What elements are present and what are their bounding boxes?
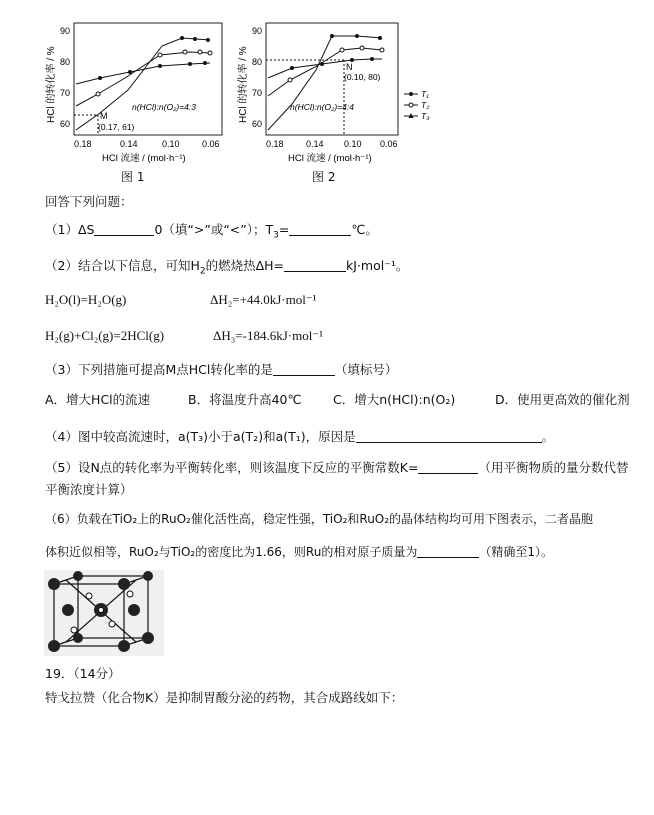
question-5	[45, 458, 629, 476]
atom-large	[142, 632, 154, 644]
eq2-right: ΔH₃=-184.6kJ·mol⁻¹	[213, 328, 324, 343]
question-19-heading: 19．（14分）	[45, 666, 121, 681]
q3-part-b: （填标号）	[334, 362, 398, 377]
fig1-ytick: 70	[60, 88, 71, 98]
equation-2	[45, 328, 324, 344]
atom-large	[73, 633, 83, 643]
fig1-xtick: 0.14	[120, 139, 138, 149]
atom-large	[118, 640, 130, 652]
answer-blank	[356, 430, 542, 443]
fig1-xtick: 0.06	[202, 139, 220, 149]
question-4	[45, 427, 554, 445]
atom-small	[109, 621, 115, 627]
fig2-xtick: 0.10	[344, 139, 362, 149]
fig2-point-label: N	[346, 62, 353, 72]
fig2-xtick: 0.06	[380, 139, 398, 149]
fig1-caption: 图 1	[121, 170, 145, 184]
option-a: A．增大HCl的流速	[45, 392, 151, 407]
fig2-ytick: 90	[252, 26, 263, 36]
question-1	[45, 220, 378, 241]
atom-large	[118, 578, 130, 590]
q1-part-b: 0（填“>”或“<”）；T	[154, 222, 274, 237]
fig2-ytick: 70	[252, 88, 263, 98]
fig1-point-coord: (0.17, 61)	[98, 122, 135, 132]
atom-small	[86, 593, 92, 599]
fig2-xlabel: HCl 流速 / (mol·h⁻¹)	[288, 153, 372, 164]
question-5-cont: 平衡浓度计算）	[45, 482, 133, 497]
figure-2-chart	[232, 18, 447, 168]
atom-large	[143, 571, 153, 581]
atom-small	[71, 627, 77, 633]
q1-part-a: （1）ΔS	[45, 222, 95, 237]
q2-part-a: （2）结合以下信息，可知H	[45, 258, 200, 273]
figure-1-chart	[40, 18, 230, 168]
fig1-ytick: 60	[60, 119, 71, 129]
fig1-xtick: 0.18	[74, 139, 92, 149]
option-c: C．增大n(HCl):n(O₂)	[333, 392, 456, 407]
fig1-xtick: 0.10	[162, 139, 180, 149]
q4-part-a: （4）图中较高流速时，a(T₃)小于a(T₂)和a(T₁)，原因是	[45, 429, 356, 444]
crystal-structure-figure	[44, 570, 164, 656]
fig1-ratio: n(HCl):n(O₂)=4:3	[132, 102, 196, 112]
fig2-ratio: n(HCl):n(O₂)=4:4	[290, 102, 354, 112]
fig1-ytick: 90	[60, 26, 71, 36]
option-b: B．将温度升高40℃	[188, 392, 302, 407]
fig2-point-coord: (0.10, 80)	[344, 72, 381, 82]
legend-t2: T₂	[421, 100, 430, 110]
answer-blank	[284, 259, 346, 272]
answer-blank	[418, 461, 478, 474]
fig2-xtick: 0.18	[266, 139, 284, 149]
fig2-legend	[404, 89, 430, 121]
eq1-left: H₂O(l)=H₂O(g)	[45, 292, 127, 307]
fig2-ylabel: HCl 的转化率 / %	[238, 46, 249, 123]
q1-sub: 3	[273, 230, 279, 241]
q5-part-a: （5）设N点的转化率为平衡转化率，则该温度下反应的平衡常数K=	[45, 460, 419, 475]
question-3-options	[45, 390, 630, 408]
equation-1	[45, 292, 317, 308]
fig2-caption: 图 2	[312, 170, 336, 184]
answer-blank	[273, 363, 335, 376]
q1-part-c: =	[278, 222, 290, 237]
intro-text: 回答下列问题：	[45, 194, 133, 209]
q1-part-d: ℃。	[351, 222, 378, 237]
fig1-xlabel: HCl 流速 / (mol·h⁻¹)	[102, 153, 186, 164]
q3-part-a: （3）下列措施可提高M点HCl转化率的是	[45, 362, 273, 377]
atom-large	[62, 604, 74, 616]
fig1-ylabel: HCl 的转化率 / %	[46, 46, 57, 123]
answer-blank	[289, 223, 351, 236]
question-6-cont	[45, 543, 553, 560]
atom-small	[99, 608, 104, 613]
eq1-right: ΔH₂=+44.0kJ·mol⁻¹	[210, 292, 317, 307]
atom-large	[48, 578, 60, 590]
option-d: D．使用更高效的催化剂	[495, 392, 630, 407]
fig2-ytick: 80	[252, 57, 263, 67]
q2-part-c: kJ·mol⁻¹。	[346, 258, 409, 273]
answer-blank	[94, 223, 154, 236]
fig2-xtick: 0.14	[306, 139, 324, 149]
q4-part-b: 。	[541, 429, 555, 444]
fig2-ytick: 60	[252, 119, 263, 129]
atom-small	[127, 591, 133, 597]
question-6: （6）负载在TiO₂上的RuO₂催化活性高，稳定性强，TiO₂和RuO₂的晶体结构均可用下图表示，二者晶胞	[45, 512, 594, 526]
legend-t3: T₃	[421, 111, 430, 121]
atom-large	[128, 604, 140, 616]
q2-part-b: 的燃烧热ΔH=	[205, 258, 285, 273]
q6-part-b: 体积近似相等，RuO₂与TiO₂的密度比为1.66，则Ru的相对原子质量为	[45, 545, 418, 559]
question-2	[45, 256, 408, 277]
question-3	[45, 360, 397, 378]
question-19-description: 特戈拉赞（化合物K）是抑制胃酸分泌的药物，其合成路线如下：	[45, 690, 404, 705]
answer-blank	[417, 545, 479, 558]
q2-sub: 2	[199, 266, 206, 277]
eq2-left: H₂(g)+Cl₂(g)=2HCl(g)	[45, 328, 165, 343]
q6-part-c: （精确至1）。	[479, 545, 553, 559]
fig1-ytick: 80	[60, 57, 71, 67]
atom-large	[48, 640, 60, 652]
q5-part-b: （用平衡物质的量分数代替	[478, 460, 629, 475]
fig1-point-label: M	[100, 111, 108, 121]
atom-large	[73, 571, 83, 581]
legend-t1: T₁	[421, 89, 429, 99]
